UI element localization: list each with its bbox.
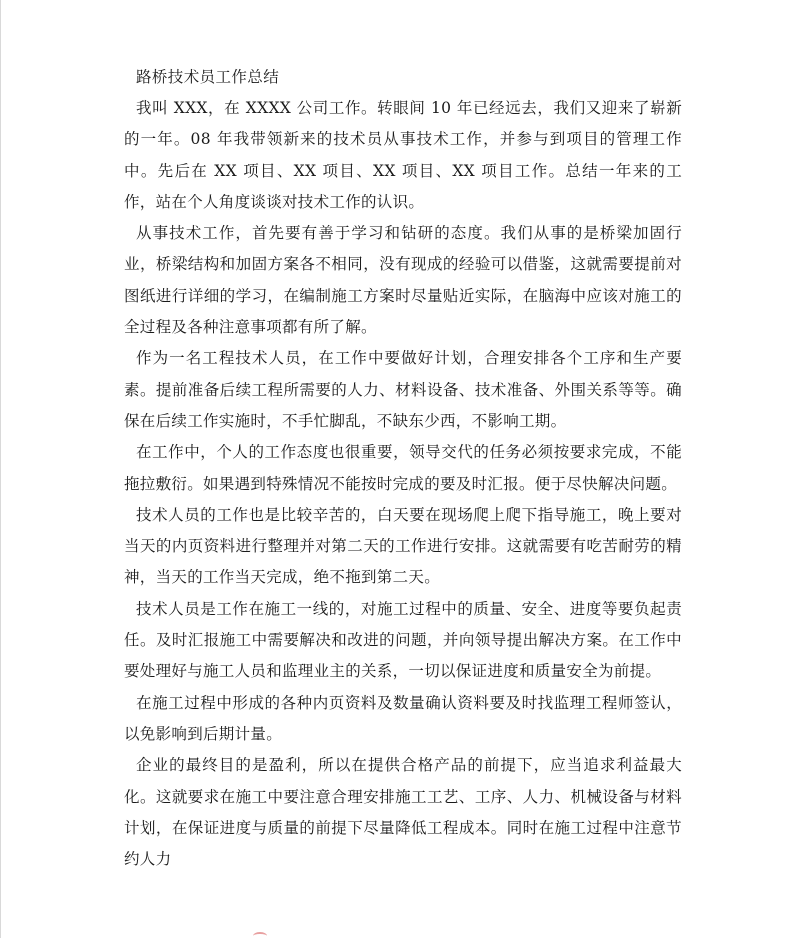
document-title: 路桥技术员工作总结 [136, 68, 280, 86]
paragraph-planning: 作为一名工程技术人员，在工作中要做好计划，合理安排各个工序和生产要素。提前准备后续工程所需要的人力、材料设备、技术准备、外围关系等等。确保在后续工作实施时，不手忙脚乱，不缺东少西，不影响工期。 [124, 349, 682, 430]
paragraph-intro: 我叫 XXX，在 XXXX 公司工作。转眼间 10 年已经远去，我们又迎来了崭新的一年。08 年我带领新来的技术员从事技术工作，并参与到项目的管理工作中。先后在 XX 项目、XX 项目、XX 项目、XX 项目工作。总结一年来的工作，站在个人角度谈谈对技术工作的认识。 [124, 99, 682, 211]
paragraph-work-attitude: 在工作中，个人的工作态度也很重要，领导交代的任务必须按要求完成，不能拖拉敷衍。如果遇到特殊情况不能按时完成的要及时汇报。便于尽快解决问题。 [124, 443, 682, 493]
page-edge-mark [253, 932, 267, 938]
paragraph-responsibility: 技术人员是工作在施工一线的，对施工过程中的质量、安全、进度等要负起责任。及时汇报施工中需要解决和改进的问题，并向领导提出解决方案。在工作中要处理好与施工人员和监理业主的关系，一切以保证进度和质量安全为前提。 [124, 599, 682, 681]
paragraph-cost-control: 企业的最终目的是盈利，所以在提供合格产品的前提下，应当追求利益最大化。这就要求在施工中要注意合理安排施工工艺、工序、人力、机械设备与材料计划，在保证进度与质量的前提下尽量降低工程成本。同时在施工过程中注意节约人力 [124, 756, 682, 869]
paragraph-learning-attitude: 从事技术工作，首先要有善于学习和钻研的态度。我们从事的是桥梁加固行业，桥梁结构和加固方案各不相同，没有现成的经验可以借鉴，这就需要提前对图纸进行详细的学习，在编制施工方案时尽量贴近实际，在脑海中应该对施工的全过程及各种注意事项都有所了解。 [124, 224, 682, 337]
document-body [124, 62, 682, 875]
paragraph-hard-work: 技术人员的工作也是比较辛苦的，白天要在现场爬上爬下指导施工，晚上要对当天的内页资料进行整理并对第二天的工作进行安排。这就需要有吃苦耐劳的精神，当天的工作当天完成，绝不拖到第二天。 [124, 505, 682, 587]
paragraph-documentation: 在施工过程中形成的各种内页资料及数量确认资料要及时找监理工程师签认，以免影响到后期计量。 [124, 693, 682, 743]
